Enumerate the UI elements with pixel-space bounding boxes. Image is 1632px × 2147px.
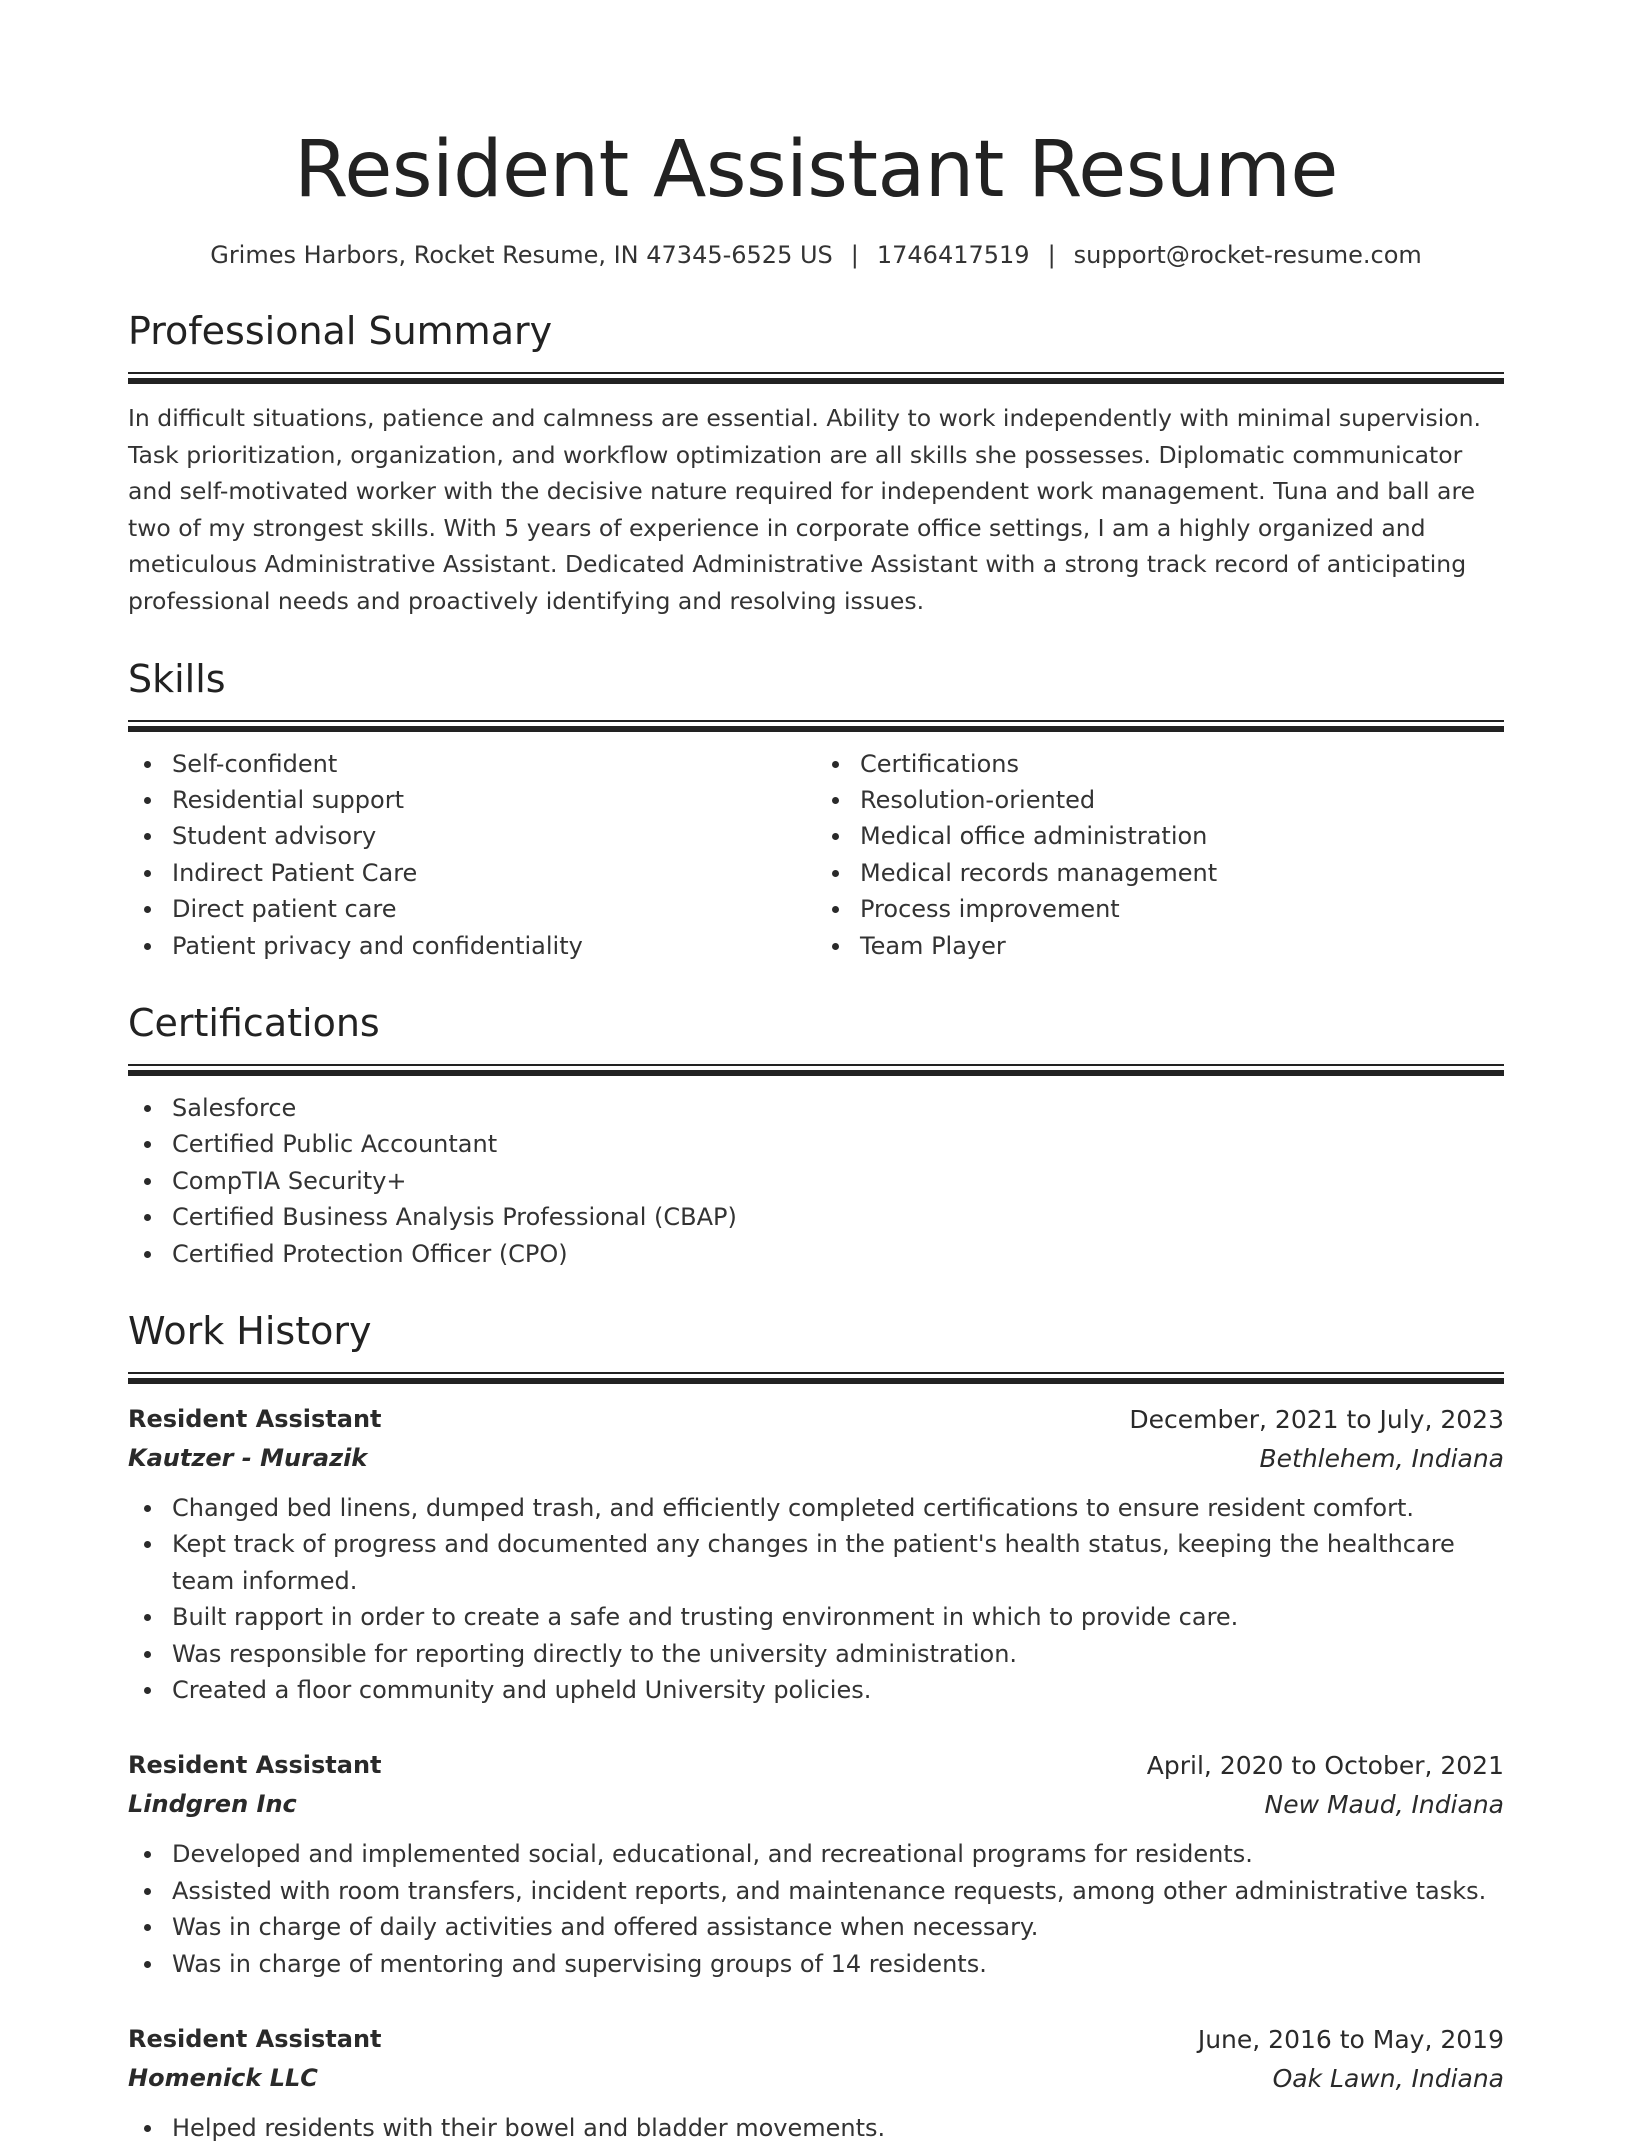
job-duties <box>128 1836 1504 1982</box>
job-duty: Was in charge of daily activities and offered assistance when necessary. <box>128 1909 1504 1945</box>
job-duty: Was in charge of mentoring and supervising groups of 14 residents. <box>128 1946 1504 1982</box>
job-duty: Developed and implemented social, educational, and recreational programs for residents. <box>128 1836 1504 1872</box>
skills-list-left <box>128 746 816 964</box>
job-company: Lindgren Inc <box>128 1790 297 1819</box>
job-title-row <box>128 1400 1504 1439</box>
job-title-row <box>128 2020 1504 2059</box>
job-company: Kautzer - Murazik <box>128 1444 368 1473</box>
job-company: Homenick LLC <box>128 2064 318 2093</box>
job-duty: Changed bed linens, dumped trash, and efficiently completed certifications to ensure resident comfort. <box>128 1490 1504 1526</box>
job-company-row <box>128 1439 1504 1478</box>
skill-item: Team Player <box>816 928 1504 964</box>
job-duty: Assisted with room transfers, incident reports, and maintenance requests, among other administrative tasks. <box>128 1873 1504 1909</box>
certification-item: Certified Public Accountant <box>128 1126 1504 1162</box>
section-divider <box>128 1372 1504 1384</box>
job-dates: June, 2016 to May, 2019 <box>1197 2025 1504 2055</box>
resume-page <box>128 120 1504 2147</box>
certification-item: CompTIA Security+ <box>128 1163 1504 1199</box>
work-history-heading: Work History <box>128 1309 372 1354</box>
job-dates: April, 2020 to October, 2021 <box>1146 1751 1504 1781</box>
skill-item: Resolution-oriented <box>816 782 1504 818</box>
job-location: Bethlehem, Indiana <box>1259 1444 1504 1474</box>
job-duties <box>128 2110 1504 2146</box>
skill-item: Indirect Patient Care <box>128 855 816 891</box>
job-title: Resident Assistant <box>128 1405 382 1434</box>
section-divider <box>128 372 1504 384</box>
section-divider <box>128 1064 1504 1076</box>
job-entry <box>128 1400 1504 1708</box>
job-location: Oak Lawn, Indiana <box>1272 2064 1504 2094</box>
contact-line <box>128 238 1504 272</box>
skill-item: Direct patient care <box>128 891 816 927</box>
job-duty: Built rapport in order to create a safe and trusting environment in which to provide care. <box>128 1599 1504 1635</box>
skill-item: Process improvement <box>816 891 1504 927</box>
section-divider <box>128 720 1504 732</box>
job-duties <box>128 1490 1504 1708</box>
skills-heading: Skills <box>128 656 226 701</box>
job-duty: Created a floor community and upheld University policies. <box>128 1672 1504 1708</box>
skill-item: Patient privacy and confidentiality <box>128 928 816 964</box>
resume-title: Resident Assistant Resume <box>294 125 1338 215</box>
work-history-section <box>128 1306 1504 2146</box>
job-company-row <box>128 2059 1504 2098</box>
certification-item: Certified Business Analysis Professional (CBAP) <box>128 1199 1504 1235</box>
job-dates: December, 2021 to July, 2023 <box>1129 1405 1504 1435</box>
skill-item: Student advisory <box>128 818 816 854</box>
skills-list-right <box>816 746 1504 964</box>
certifications-section <box>128 998 1504 1272</box>
job-company-row <box>128 1785 1504 1824</box>
contact-separator: | <box>1047 241 1056 269</box>
contact-separator: | <box>850 241 859 269</box>
skill-item: Medical records management <box>816 855 1504 891</box>
job-title-row <box>128 1746 1504 1785</box>
job-title: Resident Assistant <box>128 2025 382 2054</box>
skill-item: Medical office administration <box>816 818 1504 854</box>
skills-section <box>128 654 1504 964</box>
job-duty: Kept track of progress and documented any changes in the patient's health status, keeping the healthcare team informed. <box>128 1526 1504 1599</box>
skill-item: Residential support <box>128 782 816 818</box>
contact-address: Grimes Harbors, Rocket Resume, IN 47345-6525 US <box>210 241 833 269</box>
job-entry <box>128 2020 1504 2146</box>
certification-item: Salesforce <box>128 1090 1504 1126</box>
job-title: Resident Assistant <box>128 1751 382 1780</box>
job-location: New Maud, Indiana <box>1264 1790 1504 1820</box>
skill-item: Certifications <box>816 746 1504 782</box>
certifications-list <box>128 1090 1504 1272</box>
skill-item: Self-confident <box>128 746 816 782</box>
certification-item: Certified Protection Officer (CPO) <box>128 1236 1504 1272</box>
summary-text: In difficult situations, patience and calmness are essential. Ability to work independently with minimal supervision. Task prioritization, organization, and workflow optimization are all skills she possesses. Diplomatic communicator and self-motivated worker with the decisive nature required for independent work management. Tuna and ball are two of my strongest skills. With 5 years of experience in corporate office settings, I am a highly organized and meticulous Administrative Assistant. Dedicated Administrative Assistant with a strong track record of anticipating professional needs and proactively identifying and resolving issues. <box>128 404 1481 615</box>
summary-section <box>128 306 1504 620</box>
job-duty: Was responsible for reporting directly to the university administration. <box>128 1636 1504 1672</box>
summary-heading: Professional Summary <box>128 309 553 353</box>
contact-phone: 1746417519 <box>876 241 1030 269</box>
certifications-heading: Certifications <box>128 1001 380 1045</box>
job-duty: Helped residents with their bowel and bladder movements. <box>128 2110 1504 2146</box>
contact-email[interactable]: support@rocket-resume.com <box>1073 241 1422 269</box>
job-entry <box>128 1746 1504 1982</box>
skills-columns <box>128 732 1504 964</box>
